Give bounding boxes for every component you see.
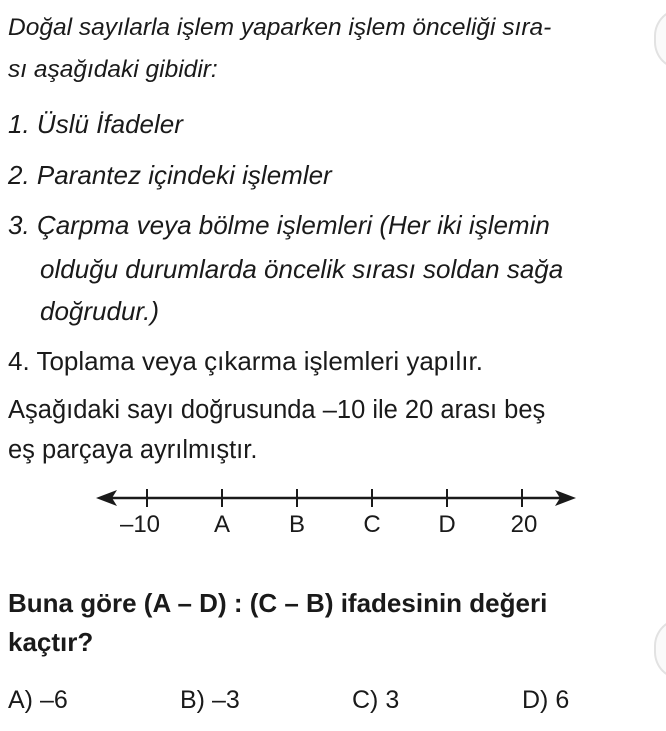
rule-3-number: 3. [8,210,30,240]
tick-label-c: C [363,511,381,538]
tick-label-b: B [288,511,306,538]
tick-label-minus-10: –10 [119,511,161,538]
rule-3-continuation-2: doğrudur.) [40,296,159,326]
intro-line-2: sı aşağıdaki gibidir: [8,56,218,83]
question-line-1: Buna göre (A – D) : (C – B) ifadesinin değeri [8,588,548,618]
rule-4-number: 4. [8,346,30,376]
rule-3-continuation-1: olduğu durumlarda öncelik sırası soldan sağa [40,254,564,284]
rule-1-number: 1. [8,109,30,139]
rule-2 [8,160,332,191]
option-a[interactable] [8,686,68,715]
rule-2-number: 2. [8,160,30,190]
option-a-value: –6 [39,686,68,714]
number-line [0,474,666,534]
rule-3 [8,210,550,241]
question-line-2: kaçtır? [8,627,94,657]
rule-4-text: Toplama veya çıkarma işlemleri yapılır. [36,346,483,376]
tick-label-d: D [438,511,456,538]
rule-3-text: Çarpma veya bölme işlemleri (Her iki işlemin [36,210,550,240]
option-d-value: 6 [555,686,570,714]
rule-4 [8,346,483,377]
rule-1 [8,109,183,140]
edge-decoration-top [654,8,666,70]
rule-2-text: Parantez içindeki işlemler [36,160,332,190]
paragraph-line-1: Aşağıdaki sayı doğrusunda –10 ile 20 arası beş [8,396,546,424]
option-d[interactable] [522,686,569,715]
option-c[interactable] [352,686,399,715]
option-d-letter: D) [522,686,549,714]
option-b-value: –3 [211,686,240,714]
option-c-value: 3 [385,686,400,714]
option-a-letter: A) [8,686,33,714]
tick-label-a: A [213,511,231,538]
tick-label-20: 20 [510,511,538,538]
intro-line-1: Doğal sayılarla işlem yaparken işlem önceliği sıra- [8,14,552,41]
edge-decoration-bottom [654,618,666,680]
option-c-letter: C) [352,686,379,714]
paragraph-line-2: eş parçaya ayrılmıştır. [8,436,258,464]
option-b-letter: B) [180,686,205,714]
rule-1-text: Üslü İfadeler [36,109,183,139]
option-b[interactable] [180,686,240,715]
